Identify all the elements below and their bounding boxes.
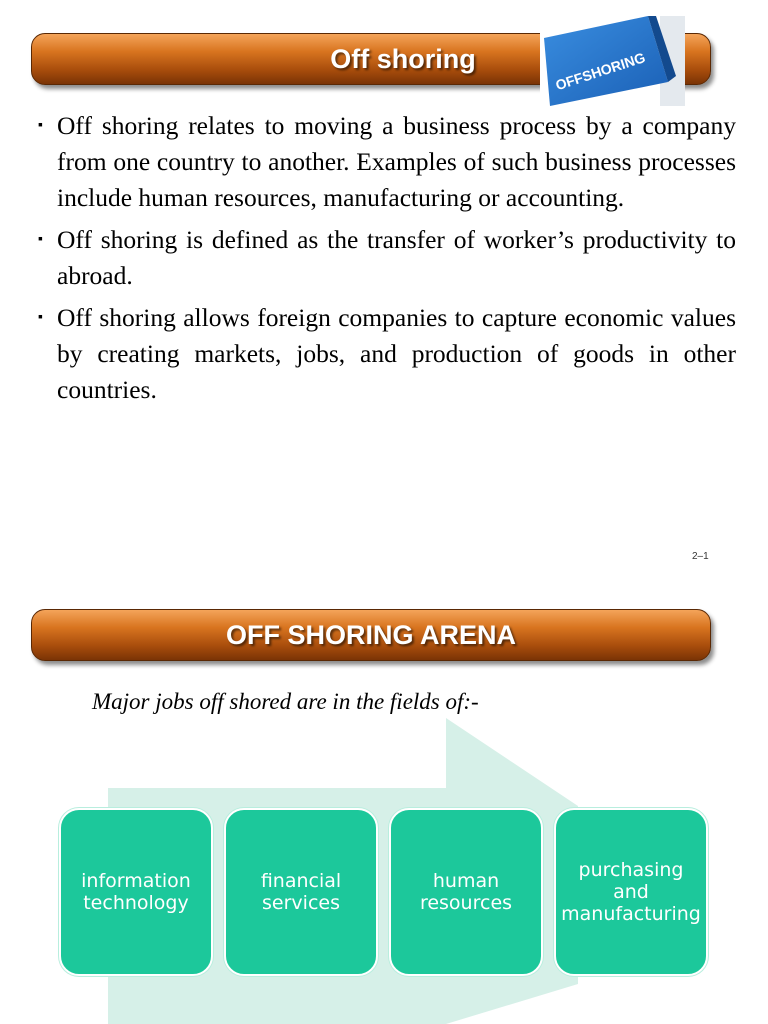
title-bar (31, 609, 711, 661)
subtitle: Major jobs off shored are in the fields of:- (92, 689, 479, 714)
field-box-purchasing-manufacturing: purchasing and manufacturing (554, 808, 708, 976)
bullet-item: ▪ Off shoring relates to moving a business process by a company from one country to another. Examples of such business processes include human resources, manufacturing or accounting. (38, 111, 736, 212)
bullet-list (36, 108, 736, 414)
offshoring-sign-image (540, 16, 685, 106)
bullet-item: ▪ Off shoring allows foreign companies to capture economic values by creating markets, jobs, and production of goods in other countries. (38, 303, 736, 404)
field-box-information-technology: information technology (59, 808, 213, 976)
field-box-human-resources: human resources (389, 808, 543, 976)
slide-off-shoring-arena (0, 580, 768, 1024)
bullet-item: ▪ Off shoring is defined as the transfer of worker’s productivity to abroad. (38, 225, 736, 290)
page-number: 2–1 (692, 551, 709, 562)
sign-label: OFFSHORING (553, 49, 648, 94)
slide-title: OFF SHORING ARENA (226, 619, 516, 650)
field-boxes (59, 808, 708, 976)
field-box-financial-services: financial services (224, 808, 378, 976)
slide-title: Off shoring (330, 43, 476, 74)
